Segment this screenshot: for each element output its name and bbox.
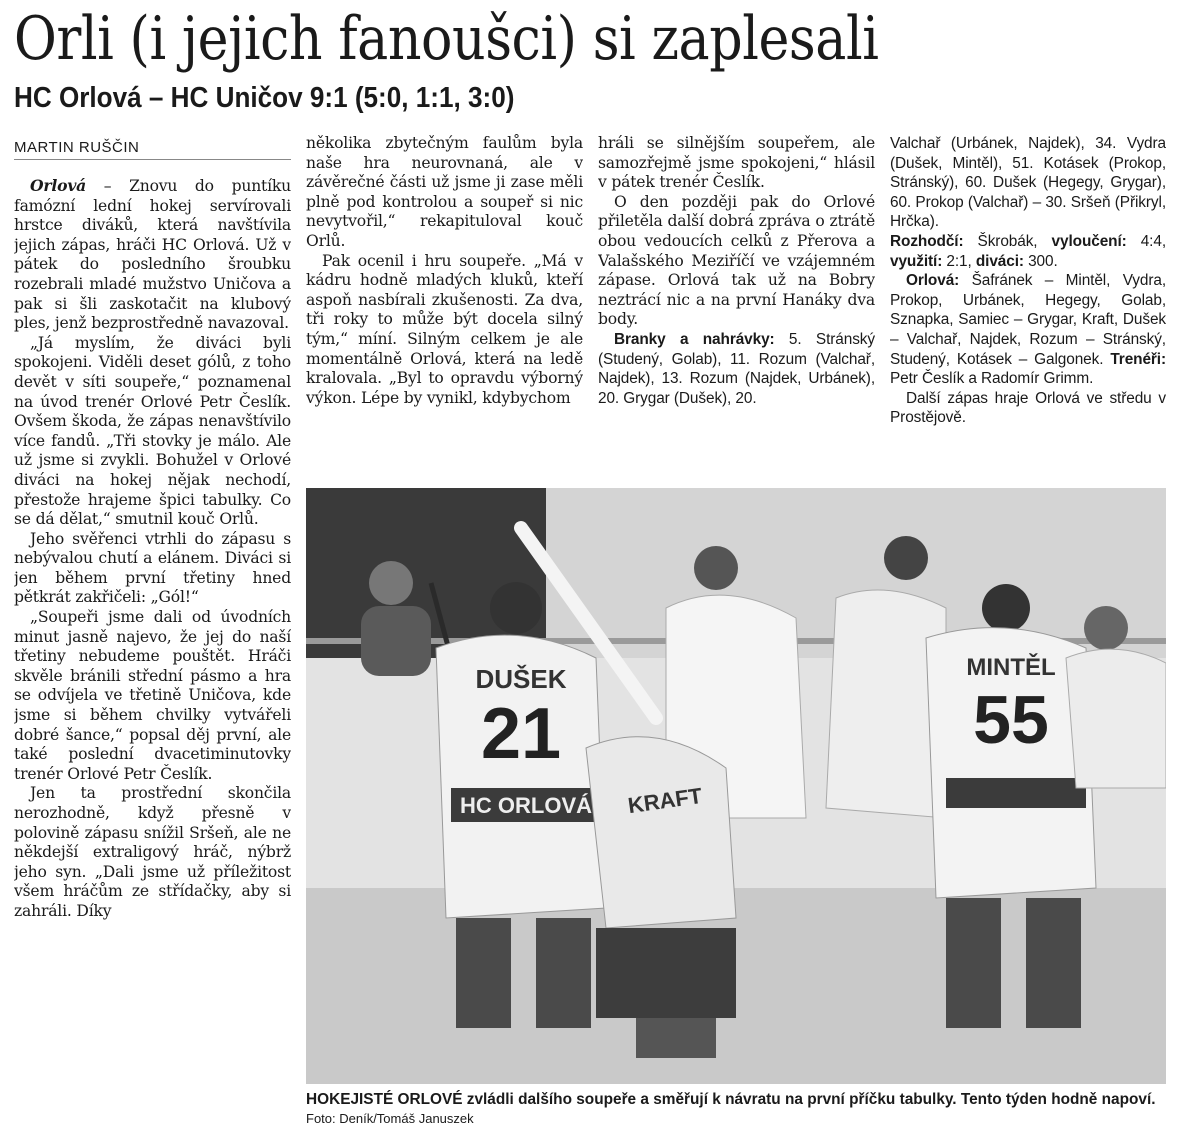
paragraph: „Soupeři jsme dali od úvodních minut jasně najevo, že jej do naší třetiny nebudeme pouštět. Hráči skvěle bránili střední pásmo a hra se odvíjela ve třetině Uničova, kde jsme si během chvilky vytvářeli dobré šance,“ popsal děj první, ale také poslední dvacetiminutovky trenér Orlové Petr Česlík. [14, 608, 291, 783]
caption-body: zvládli dalšího soupeře a směřují k návratu na první příčku tabulky. Tento týden hodně napoví. [462, 1091, 1156, 1108]
spectator-head [369, 561, 413, 605]
jersey-banner [946, 778, 1086, 808]
player-leg [536, 918, 591, 1028]
paragraph: Pak ocenil i hru soupeře. „Má v kádru hodně mladých kluků, kteří aspoň nasbírali zkušenosti. Za dva, tři roky to může být docela silný tým,“ míní. Silným celkem je ale momentálně Orlová, která na ledě kralovala. „Byl to opravdu výborný výkon. Lépe by vynikl, kdybychom [306, 251, 583, 407]
player-pants [596, 928, 736, 1018]
stats-label: Branky a nahrávky: [614, 330, 775, 348]
paragraph: hráli se silnějším soupeřem, ale samozřejmě jsme spokojeni,“ hlásil v pátek trenér Česlík. [598, 134, 875, 192]
stats-lineup [890, 271, 1166, 389]
jersey-number-1: 21 [480, 694, 562, 774]
stats-text: 2:1, [942, 252, 972, 270]
stats-text: Šafránek – Mintěl, Vydra, Prokop, Urbánek, Hegegy, Golab, Sznapka, Samiec – Grygar, Kraft, Dušek – Valchař, Najdek, Rozum – Stránský, Studený, Kotásek – Galgonek. [890, 272, 1166, 368]
stats-goals-continued: Valchař (Urbánek, Najdek), 34. Vydra (Dušek, Mintěl), 51. Kotásek (Prokop, Stránský), 60. Dušek (Hegegy, Grygar), 60. Prokop (Valchař) – 30. Sršeň (Přikryl, Hrčka). [890, 135, 1166, 231]
jersey-name-3: MINTĚL [966, 654, 1056, 681]
player-leg [456, 918, 511, 1028]
author-byline: MARTIN RUŠČIN [14, 139, 291, 160]
hockey-photo-illustration [306, 488, 1166, 1084]
player-kraft-jersey [586, 737, 736, 928]
article-column-4 [890, 134, 1166, 484]
paragraph: Jen ta prostřední skončila nerozhodně, když přesně v polovině zápasu snížil Sršeň, ale ne někdejší extraligový hráč, nýbrž jeho syn. „Dali jsme už příležitost všem hráčům ze střídačky, aby si zahráli. Díky [14, 784, 291, 920]
paragraph-text: – Znovu do puntíku famózní lední hokej servírovali hrstce diváků, která navštívila jejich zápas, hráči HC Orlová. Už v pátek do posledního šroubku rozebrali mladé mužstvo Uničova a pak si šli zaskotačit na klubový ples, jenž bezprostředně navazoval. [14, 177, 291, 333]
player-jersey [1066, 649, 1166, 788]
player-helmet [884, 536, 928, 580]
player-jersey [826, 590, 946, 818]
photo-credit: Foto: Deník/Tomáš Januszek [306, 1111, 474, 1126]
stats-text: 5. Stránský (Studený, Golab), 11. Rozum (Valchař, Najdek), 13. Rozum (Najdek, Urbánek), 20. Grygar (Dušek), 20. [598, 330, 875, 407]
photo-caption [306, 1090, 1166, 1128]
hockey-photo [306, 488, 1166, 1084]
article-column-2 [306, 134, 583, 484]
player-skates [636, 1018, 716, 1058]
player-leg [946, 898, 1001, 1028]
dateline: Orlová [30, 176, 87, 195]
player-helmet [694, 546, 738, 590]
headline: Orli (i jejich fanoušci) si zaplesali [14, 4, 879, 74]
jersey-name-1: DUŠEK [475, 664, 567, 694]
paragraph [14, 176, 291, 334]
stats-text: 300. [1023, 252, 1058, 270]
paragraph: několika zbytečným faulům byla naše hra neurovnaná, ale v závěrečné části už jsme ji zase měli plně pod kontrolou a soupeř si nic nevytvořil,“ rekapituloval kouč Orlů. [306, 134, 583, 250]
next-match: Další zápas hraje Orlová ve středu v Prostějově. [890, 389, 1166, 427]
paragraph: Jeho svěřenci vtrhli do zápasu s nebývalou chutí a elánem. Diváci si jen během první třetiny hned pětkrát zakřičeli: „Gól!“ [14, 529, 291, 607]
stats-text: Petr Česlík a Radomír Grimm. [890, 370, 1094, 388]
player-helmet [982, 584, 1030, 632]
spectator-body [361, 606, 431, 676]
stats-label: vyloučení: [1051, 232, 1127, 250]
jersey-banner-text: HC ORLOVÁ [460, 793, 592, 818]
jersey-number-3: 55 [973, 682, 1049, 758]
stats-label: diváci: [975, 252, 1024, 270]
stats-officials [890, 232, 1166, 271]
stats-label: Trenéři: [1110, 350, 1166, 368]
player-leg [1026, 898, 1081, 1028]
stats-text: 4:4, [1126, 232, 1166, 250]
stats-text: Škrobák, [963, 232, 1038, 250]
caption-lead: HOKEJISTÉ ORLOVÉ [306, 1091, 463, 1108]
stats-label: Orlová: [906, 272, 960, 290]
paragraph: „Já myslím, že diváci byli spokojeni. Viděli deset gólů, z toho devět v síti soupeře,“ poznamenal na úvod trenér Orlové Petr Česlík. Ovšem škoda, že zápas nenavštívilo více fandů. „Tři stovky je málo. Ale už jsme si zvykli. Bohužel v Orlové diváci na hokej nějak nechodí, přestože hrajeme špici tabulky. Co se dá dělat,“ smutnil kouč Orlů. [14, 333, 291, 529]
stats-label: využití: [890, 252, 943, 270]
article-column-1 [14, 176, 291, 1128]
player-helmet [1084, 606, 1128, 650]
stats-goals [598, 330, 875, 408]
player-helmet [490, 582, 542, 634]
jersey-name-2: KRAFT [626, 783, 704, 819]
paragraph: O den později pak do Orlové přiletěla další dobrá zpráva o ztrátě obou vedoucích celků z Přerova a Valašského Meziříčí ve vzájemném zápase. Orlová tak už na Bobry neztrácí nic a na první Hanáky dva body. [598, 192, 875, 329]
stats-label: Rozhodčí: [890, 232, 964, 250]
subhead-score: HC Orlová – HC Uničov 9:1 (5:0, 1:1, 3:0) [14, 82, 515, 114]
article-column-3 [598, 134, 875, 484]
